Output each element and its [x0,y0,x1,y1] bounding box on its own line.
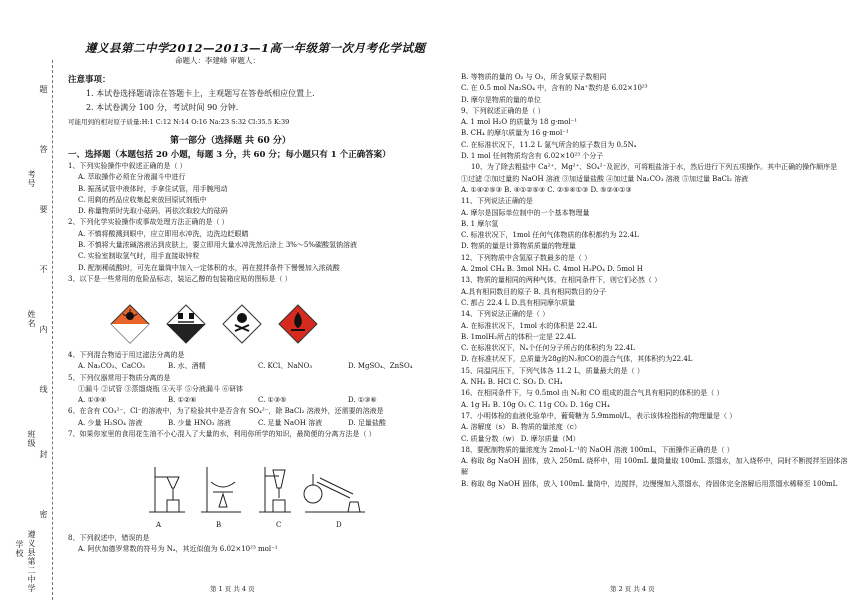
option: C. 用剩的药品应收集起来放回原试剂瓶中 [78,195,207,204]
notice-section [68,73,438,129]
question-4: 4、下列混合物适于用过滤法分离的是 [68,351,185,359]
option: B. 不慎将大量浓碱溶液沾到皮肤上，要立即用大量水冲洗然后涂上 3%～5%碳酸氢钠溶液 [78,241,358,250]
question-13: 13、物质的量相同的两种气体，在相同条件下，则它们必然（ ） [461,276,662,285]
options-row [68,361,438,372]
question-block-1-3 [68,161,438,285]
seal-mark-7: 封 [39,450,48,459]
seal-line [52,60,53,600]
line: D. 在标准状况下，总质量为28g的N₂和CO的混合气体，其体积约为22.4L [461,355,693,364]
option: A. 少量 H₂SO₄ 溶液 [78,418,143,427]
line: B. CH₄ 的摩尔质量为 16 g·mol⁻¹ [461,129,569,138]
line: D. 物质的量是计算物质质量的物理量 [461,242,576,251]
seal-mark-3: 要 [39,205,48,214]
line: C. 在标准状况下，11.2 L 氯气所含的原子数目为 0.5Nₐ [461,140,637,149]
option: C. 足量 NaOH 溶液 [258,418,323,427]
option: C. KCl、NaNO₃ [258,362,313,371]
option: A. 阿伏加德罗常数的符号为 Nₐ，其近似值为 6.02×10²³ mol⁻¹ [78,545,278,554]
question-12: 12、下列物质中含氢原子数最多的是（ ） [461,253,592,262]
line: ①过滤 ②加过量的 NaOH 溶液 ③加适量盐酸 ④加过量 Na₂CO₃ 溶液 ⑤加过量 BaCl₂ 溶液 [461,174,749,183]
page-footer-left: 第 1 页 共 4 页 [210,585,255,593]
question-14: 14、下列说法正确的是（ ） [461,310,550,319]
question-6: 6、在含有 CO₃²⁻、Cl⁻的溶液中，为了检验其中是否含有 SO₄²⁻，除 BaCl₂ 溶液外，还需要的溶液是 [68,407,384,416]
notice-item-1: 1. 本试卷选择题请涂在答题卡上，主观题写在答卷纸相应位置上. [86,89,315,98]
figure-label-b: B [216,521,222,529]
option: D. 配制稀硫酸时，可先在量筒中加入一定体积的水，再在搅拌条件下慢慢加入浓硫酸 [78,263,340,272]
line: A. 在标准状况下，1mol 水的体积是 22.4L [461,321,597,330]
line: B. 称取 8g NaOH 固体，放入 100mL 量筒中，边搅拌，边慢慢加入蒸馏水，待固体完全溶解后用蒸馏水稀释至 100mL [461,479,838,488]
hazard-sign-corrosive [166,304,206,344]
option: B. 振荡试管中液体时，手拿住试管，用手腕甩动 [78,184,228,193]
apparatus-figure [145,462,370,524]
line: A. 2mol CH₄ B. 3mol NH₃ C. 4mol H₃PO₄ D. 5mol H [461,265,643,274]
hazard-sign-toxic [222,304,262,344]
line: A. 1g H₂ B. 10g O₂ C. 11g CO₂ D. 16g CH₄ [461,400,610,409]
line: C. 标准状况下，1mol 任何气体物质的体积都约为 22.4L [461,231,639,240]
line: A. ①④②⑤③ B. ④①②⑤③ C. ②⑤④①③ D. ⑤②④①③ [461,185,632,194]
line: D. 1 mol 任何物质均含有 6.02×10²³ 个分子 [461,152,604,161]
option: D. 称量物质时先取小砝码，再依次取较大的砝码 [78,207,228,216]
seal-mark-4: 不 [39,265,48,274]
line: A. 溶解度（s） B. 物质的量浓度（c） [461,423,581,432]
apparatus-labels [68,520,438,531]
line: C. 都占 22.4 L D.具有相同摩尔质量 [461,298,576,307]
question-5-items: ①漏斗 ②试管 ③蒸馏烧瓶 ④天平 ⑤分液漏斗 ⑥研钵 [78,384,244,393]
section-title: 一、选择题（本题包括 20 小题，每题 3 分，共 60 分；每小题只有 1 个正确答案） [68,150,391,160]
class-label: 班级 [27,430,36,448]
line: C. 质量分数（w） D. 摩尔质量（M） [461,434,580,443]
seal-mark-6: 线 [39,385,48,394]
seal-mark-8: 密 [39,510,48,519]
figure-label-a: A [156,521,162,529]
question-block-4-7 [68,350,438,440]
option: A. 萃取操作必须在分液漏斗中进行 [78,173,186,182]
question-7: 7、如果你家里的食用花生油不小心混入了大量的水，利用你所学的知识，最简便的分离方法是（ ） [68,430,376,439]
option: A. Na₂CO₃、CaCO₃ [78,362,145,371]
question-15: 15、同温同压下，下列气体各 11.2 L，质量最大的是（ ） [461,366,644,375]
line: A. 摩尔是国际单位制中的一个基本物理量 [461,208,590,217]
option: A. ①③④ [78,396,107,405]
option: D. MgSO₄、ZnSO₄ [348,362,413,371]
question-8: 8、下列叙述中，错误的是 [68,534,150,542]
options-row [68,418,438,429]
school-name: 遵义县第二中学 [27,530,36,593]
school-label: 学校 [15,540,24,558]
line: B. 等物质的量的 O₂ 与 O₃，所含氧原子数相同 [461,73,607,81]
line: A. 称取 8g NaOH 固体，放入 250mL 烧杯中，用 100mL 量筒量取 100mL 蒸馏水，加入烧杯中，同时不断搅拌至固体溶解 [461,457,848,477]
figure-label-c: C [276,521,282,529]
notice-heading: 注意事项： [68,75,111,85]
page-footer-right: 第 2 页 共 4 页 [610,585,655,593]
exam-authors: 命题人：李建峰 审题人： [175,56,260,65]
hazard-sign-explosive [110,304,150,344]
question-block-8 [68,533,438,556]
question-5: 5、下列仪器常用于物质分离的是 [68,373,171,382]
question-2: 2、下列化学实验操作或事故处理方法正确的是（ ） [68,218,229,227]
line: A.具有相同数目的原子 B. 具有相同数目的分子 [461,287,607,296]
line: C. 在标准状况下，Nₐ个任何分子所占的体积约为 22.4L [461,344,635,353]
question-18: 18、要配制物质的量浓度为 2mol·L⁻¹的 NaOH 溶液 100mL，下面操作正确的是（ ） [461,445,734,454]
binding-margin [8,60,68,600]
question-3: 3、以下是一些常用的危险品标志，装运乙醇的包装箱应贴的图标是（ ） [68,274,292,283]
option: A. 不慎将酸溅到眼中，应立即用水冲洗，边洗边眨眼睛 [78,229,249,238]
question-10: 10、为了除去粗盐中 Ca²⁺、Mg²⁺、SO₄²⁻及泥沙，可将粗盐溶于水，然后进行下列五项操作。其中正确的操作顺序是 [471,163,838,172]
question-1: 1、下列实验操作中叙述正确的是（ ） [68,162,187,170]
question-11: 11、下列说法正确的是 [461,197,533,206]
hazard-sign-flammable [278,304,318,344]
hazard-signs [110,304,360,344]
question-9: 9、下列叙述正确的是（ ） [461,106,545,115]
option: C. 实验室制取氢气时，用手直接取锌粒 [78,252,200,261]
seal-mark-5: 内 [39,325,48,334]
right-column [461,72,851,490]
line: B. 1molH₂所占的体积一定是 22.4L [461,332,576,341]
exam-no-label: 考号 [27,170,36,188]
notice-item-2: 2. 本试卷满分 100 分，考试时间 90 分钟. [86,103,239,112]
options-row [68,395,438,406]
line: C. 在 0.5 mol Na₂SO₄ 中，含有的 Na⁺数约是 6.02×10²³ [461,84,648,93]
seal-mark-2: 答 [39,145,48,154]
line: B. 1 摩尔氢 [461,219,499,228]
question-17: 17、小明体检的血液化验单中，葡萄糖为 5.9mmol/L，表示该体检指标的物理量是（ ） [461,411,737,420]
question-16: 16、在相同条件下，与 0.5mol 由 N₂和 CO 组成的混合气具有相同的体积的是（ ） [461,389,724,398]
line: A. 1 mol H₂O 的质量为 18 g·mol⁻¹ [461,118,578,127]
option: C. ①③⑤ [258,396,287,405]
name-label: 姓名 [27,310,36,328]
line: D. 摩尔是物质的量的单位 [461,95,541,104]
exam-title: 遵义县第二中学2012—2013—1高一年级第一次月考化学试题 [85,41,426,55]
part-title: 第一部分（选择题 共 60 分） [170,136,291,146]
option: B. ①②⑥ [168,396,197,405]
option: B. 少量 HNO₃ 溶液 [168,418,231,427]
figure-label-d: D [336,521,342,529]
option: D. 足量盐酸 [348,418,386,427]
option: D. ①③⑥ [348,396,377,405]
option: B. 水、酒精 [168,362,206,371]
line: A. NH₃ B. HCl C. SO₂ D. CH₄ [461,378,563,387]
seal-mark-1: 题 [39,85,48,94]
atomic-masses: 可能用到的相对原子质量:H:1 C:12 N:14 O:16 Na:23 S:32 Cl:35.5 K:39 [68,118,290,126]
